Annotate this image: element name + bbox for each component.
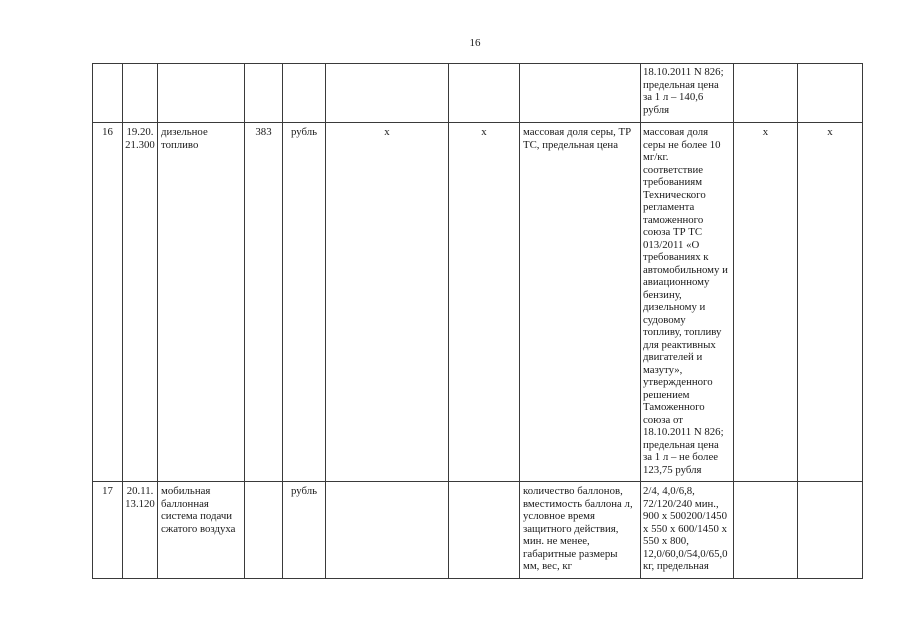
row-17-col6-cell xyxy=(326,482,449,579)
row-17-name-cell: мобильная баллонная система подачи сжатого воздуха xyxy=(158,482,245,579)
row-17-col11-cell xyxy=(798,482,863,579)
row-16-col11-cell: х xyxy=(798,123,863,482)
row-16-value-cell: массовая доля серы не более 10 мг/кг. соответствие требованиям Технического регламента таможенного союза ТР ТС 013/2011 «О требованиях к автомобильному и авиационному бензину, дизельному и судовому топливу, топливу для реактивных двигателей и мазуту», утвержденного решением Таможенного союза от 18.10.2011 N 826; предельная цена за 1 л – не более 123,75 рубля xyxy=(641,123,734,482)
table-row-17 xyxy=(93,482,863,579)
row-17-col7-cell xyxy=(449,482,520,579)
row-16-name-cell: дизельное топливо xyxy=(158,123,245,482)
row-17-unit-cell: рубль xyxy=(283,482,326,579)
row-16-col10-cell: х xyxy=(734,123,798,482)
page-number: 16 xyxy=(469,37,481,49)
table-row-continuation xyxy=(93,64,863,123)
row-continuation-value-cell: 18.10.2011 N 826; предельная цена за 1 л – 140,6 рубля xyxy=(641,64,734,123)
row-16-unit-cell: рубль xyxy=(283,123,326,482)
table-row-16 xyxy=(93,123,863,482)
row-17-value-cell: 2/4, 4,0/6,8, 72/120/240 мин., 900 х 500200/1450 х 550 х 600/1450 х 550 х 800, 12,0/60,0/54,0/65,0 кг, предельная xyxy=(641,482,734,579)
row-16-col6-cell: х xyxy=(326,123,449,482)
row-continuation-name-cell xyxy=(158,64,245,123)
row-16-col7-cell: х xyxy=(449,123,520,482)
procurement-table xyxy=(92,63,863,579)
row-continuation-col10-cell xyxy=(734,64,798,123)
row-continuation-characteristics-cell xyxy=(520,64,641,123)
row-17-col10-cell xyxy=(734,482,798,579)
row-continuation-number-cell xyxy=(93,64,123,123)
row-continuation-col7-cell xyxy=(449,64,520,123)
row-continuation-unit-cell xyxy=(283,64,326,123)
row-continuation-col6-cell xyxy=(326,64,449,123)
row-continuation-code-cell xyxy=(123,64,158,123)
row-17-number-cell: 17 xyxy=(93,482,123,579)
row-16-code-cell: 19.20. 21.300 xyxy=(123,123,158,482)
row-17-code-cell: 20.11. 13.120 xyxy=(123,482,158,579)
row-16-characteristics-cell: массовая доля серы, ТР ТС, предельная цена xyxy=(520,123,641,482)
row-continuation-quantity-cell xyxy=(245,64,283,123)
row-17-characteristics-cell: количество баллонов, вместимость баллона л, условное время защитного действия, мин. не менее, габаритные размеры мм, вес, кг xyxy=(520,482,641,579)
row-continuation-col11-cell xyxy=(798,64,863,123)
row-17-quantity-cell xyxy=(245,482,283,579)
row-16-quantity-cell: 383 xyxy=(245,123,283,482)
row-16-number-cell: 16 xyxy=(93,123,123,482)
